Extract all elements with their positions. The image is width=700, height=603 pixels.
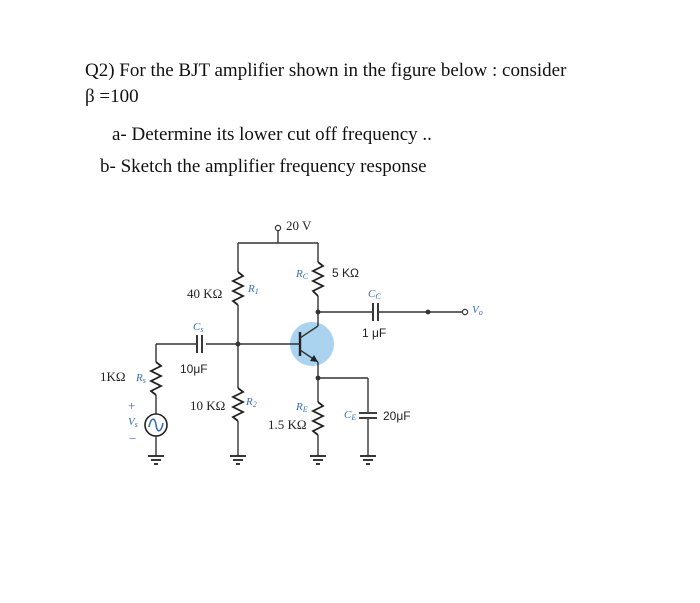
r1-value-label: 40 KΩ [187, 286, 223, 301]
capacitor-cc [362, 288, 386, 340]
cc-value-label: 1 μF [362, 326, 387, 340]
ground-icon [310, 456, 326, 464]
svg-text:CC: CC [368, 288, 381, 301]
supply-voltage-label: 20 V [286, 218, 312, 233]
ce-value-label: 20μF [383, 409, 411, 423]
svg-text:RC: RC [296, 268, 309, 281]
svg-text:CE: CE [344, 409, 357, 422]
resistor-re [268, 378, 323, 456]
supply-terminal [275, 218, 312, 243]
rs-value-label: 1KΩ [100, 369, 126, 384]
svg-text:Vo: Vo [472, 304, 483, 317]
ground-icon [230, 456, 246, 464]
ground-icon [360, 456, 376, 464]
question-title: Q2) For the BJT amplifier shown in the figure below : consider [85, 60, 567, 81]
svg-text:R2: R2 [246, 396, 257, 409]
svg-text:Rs: Rs [136, 372, 146, 385]
rc-value-label: 5 KΩ [332, 266, 359, 280]
svg-text:−: − [129, 431, 137, 446]
bjt-transistor [290, 312, 334, 378]
beta-value: β =100 [85, 86, 139, 107]
cs-value-label: 10μF [180, 362, 208, 376]
resistor-rc [295, 243, 359, 312]
resistor-r2 [190, 385, 257, 456]
capacitor-cs [156, 321, 208, 376]
output-terminal [462, 304, 482, 317]
capacitor-ce [344, 378, 411, 456]
svg-text:R1: R1 [248, 283, 259, 296]
svg-text:Vs: Vs [128, 416, 138, 429]
svg-text:+: + [128, 398, 136, 413]
part-a: a- Determine its lower cut off frequency .. [112, 124, 432, 145]
part-b: b- Sketch the amplifier frequency response [100, 156, 427, 177]
ground-icon [148, 456, 164, 464]
re-value-label: 1.5 KΩ [268, 417, 307, 432]
signal-source [128, 398, 167, 456]
svg-text:RE: RE [296, 401, 308, 414]
r2-value-label: 10 KΩ [190, 398, 226, 413]
svg-text:Cs: Cs [193, 321, 204, 334]
